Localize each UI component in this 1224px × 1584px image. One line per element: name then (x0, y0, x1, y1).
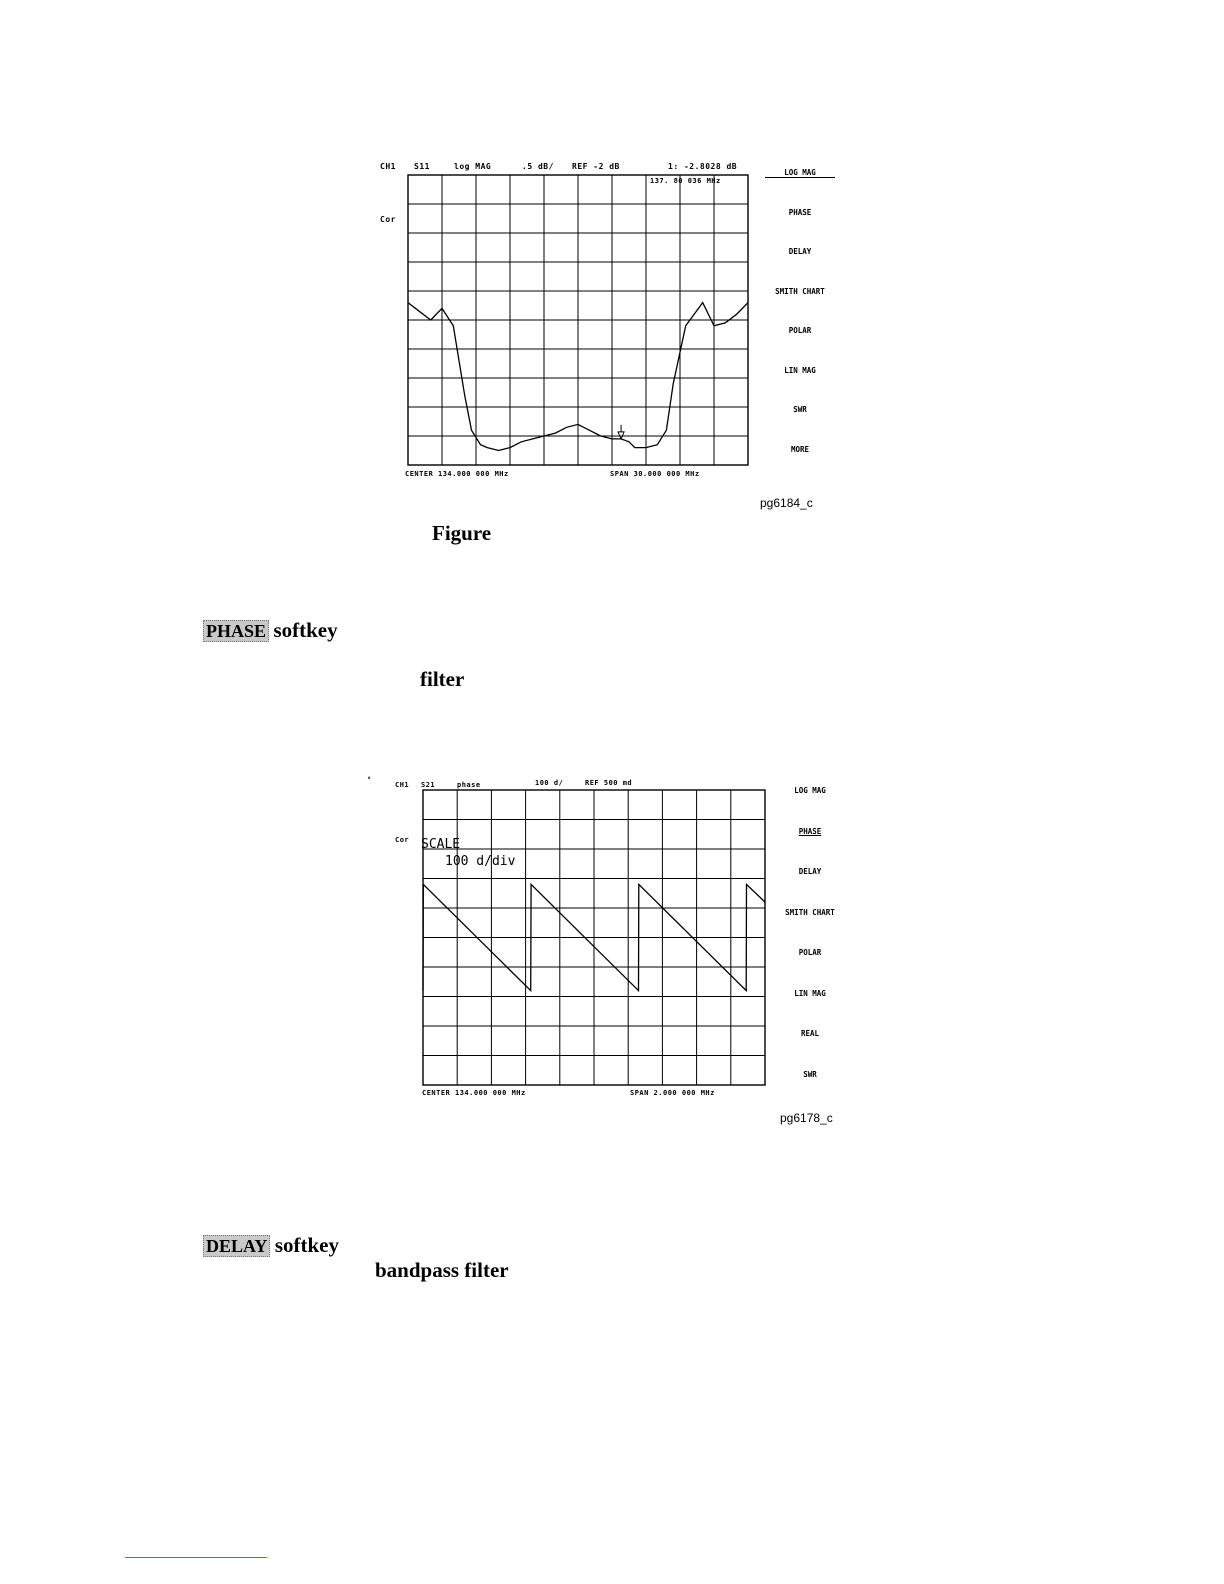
fig1-header-ref: REF -2 dB (572, 162, 620, 171)
fig1-header-format: log MAG (454, 162, 492, 171)
fig2-image-id: pg6178_c (780, 1111, 833, 1125)
fig1-header-channel: CH1 (380, 162, 396, 171)
fig2-grid (423, 790, 765, 1085)
fig1-marker (476, 175, 624, 439)
fig1-plot (360, 150, 840, 520)
fig2-softkey-real[interactable]: REAL (800, 1029, 820, 1038)
fig2-header-param: S21 (421, 781, 436, 789)
fig2-bullet: ° (367, 776, 372, 784)
figure-caption: Figure (432, 521, 492, 545)
fig2-cor-label: Cor (395, 836, 410, 844)
fig1-footer-center: CENTER 134.000 000 MHz (405, 470, 509, 478)
delay-key-label: DELAY (203, 1235, 270, 1257)
fig2-footer-span: SPAN 2.000 000 MHz (630, 1089, 715, 1097)
fig2-softkey-lin-mag[interactable]: LIN MAG (794, 988, 826, 998)
fig1-cor-label: Cor (380, 215, 396, 224)
footnote-rule (125, 1557, 267, 1558)
fig1-softkey-delay[interactable]: DELAY (788, 247, 812, 256)
fig2-header-format: phase (457, 781, 481, 789)
phase-softkey-line (203, 618, 338, 643)
fig1-marker-freq: 137. 80 036 MHz (650, 177, 721, 185)
fig1-softkey-swr[interactable]: SWR (793, 405, 807, 414)
fig2-header-scale: 100 d/ (535, 779, 564, 787)
fig2-scale-box (421, 836, 515, 870)
fig2-header-channel: CH1 (395, 781, 410, 789)
phase-key-label: PHASE (203, 620, 269, 642)
fig2-softkey-phase[interactable]: PHASE (798, 826, 822, 836)
fig2-softkey-smith-chart[interactable]: SMITH CHART (785, 907, 835, 917)
fig1-softkey-phase[interactable]: PHASE (788, 207, 812, 217)
fig2-scale-title: SCALE (421, 837, 461, 852)
figure-2 (365, 770, 845, 1130)
fig1-marker-arrow (618, 432, 624, 439)
phase-softkey-word: softkey (273, 618, 338, 642)
fig1-header-param: S11 (414, 162, 430, 171)
fig2-softkey-log-mag[interactable]: LOG MAG (794, 786, 826, 795)
fig2-footer-center: CENTER 134.000 000 MHz (422, 1089, 526, 1097)
fig2-scale-value: 100 d/div (445, 854, 516, 869)
fig1-grid (408, 175, 748, 465)
fig2-softkey-swr[interactable]: SWR (803, 1069, 817, 1079)
fig2-softkey-polar[interactable]: POLAR (798, 948, 822, 957)
filter-word: filter (420, 667, 465, 691)
fig1-header-scale: .5 dB/ (522, 162, 554, 171)
fig1-softkey-polar[interactable]: POLAR (788, 326, 812, 335)
fig1-image-id: pg6184_c (760, 496, 813, 510)
fig1-softkey-smith-chart[interactable]: SMITH CHART (775, 286, 825, 296)
fig1-marker-value: 1: -2.8028 dB (668, 162, 738, 171)
fig2-plot (365, 770, 845, 1130)
fig1-softkey-lin-mag[interactable]: LIN MAG (784, 365, 816, 375)
fig1-softkey-log-mag[interactable]: LOG MAG (765, 168, 835, 178)
delay-softkey-line (203, 1233, 339, 1258)
bandpass-filter-text: bandpass filter (375, 1258, 509, 1282)
fig2-softkey-delay[interactable]: DELAY (798, 867, 822, 876)
figure-1 (360, 150, 840, 520)
fig1-softkey-more[interactable]: MORE (790, 444, 810, 454)
fig1-footer-span: SPAN 30.000 000 MHz (610, 470, 700, 478)
delay-softkey-word: softkey (274, 1233, 339, 1257)
fig2-header-ref: REF 500 md (585, 779, 633, 787)
